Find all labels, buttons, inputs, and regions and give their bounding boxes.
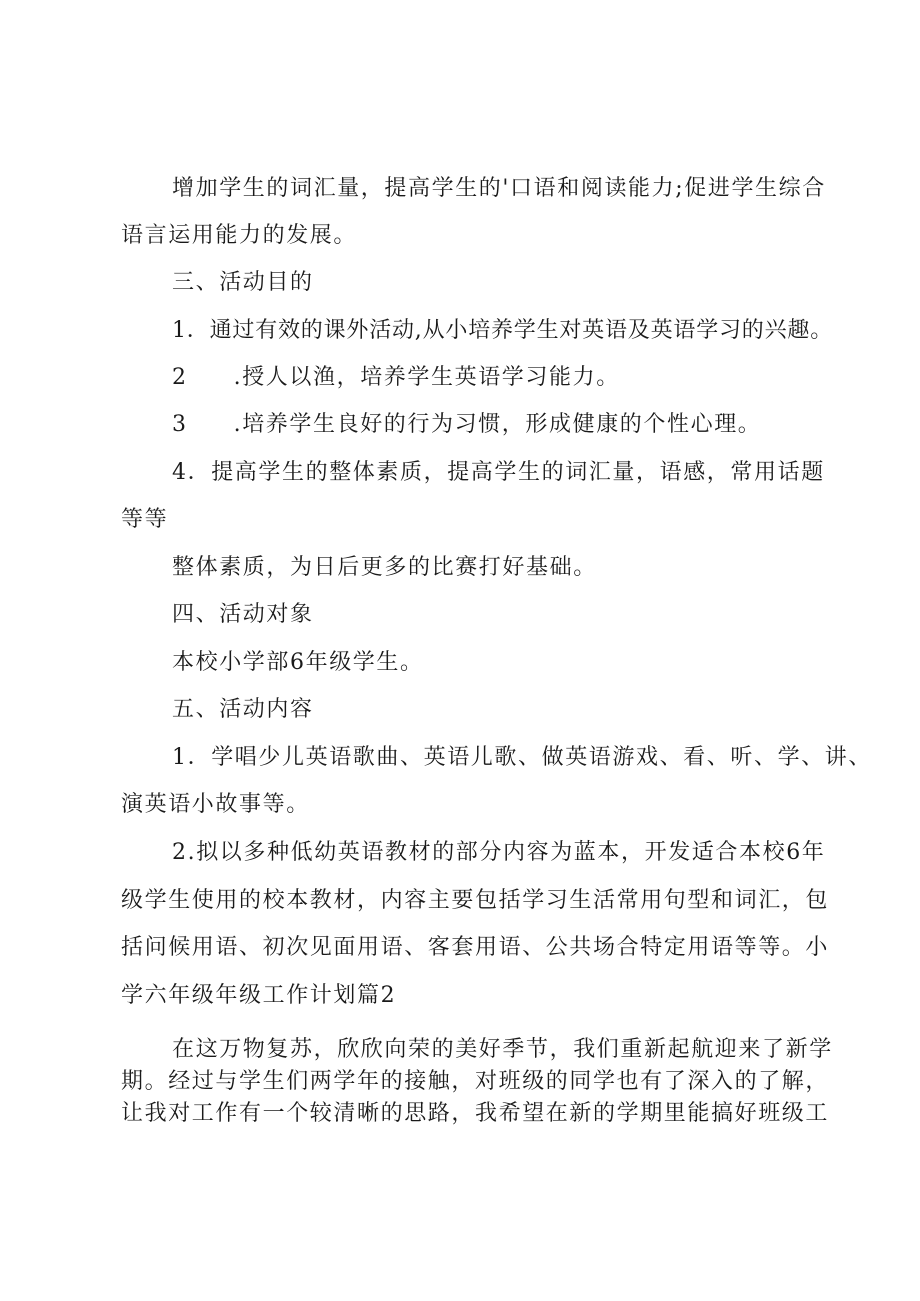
paragraph-line: 增加学生的词汇量，提高学生的'口语和阅读能力;促进学生综合 [172,176,826,201]
list-item: 1．学唱少儿英语歌曲、英语儿歌、做英语游戏、看、听、学、讲、 [172,745,872,770]
paragraph-line: 级学生使用的校本教材，内容主要包括学习生活常用句型和词汇，包 [121,888,830,913]
list-number: 2 [172,365,188,390]
paragraph-line: 语言运用能力的发展。 [121,223,358,248]
paragraph-line: 在这万物复苏，欣欣向荣的美好季节，我们重新起航迎来了新学 [172,1037,833,1062]
list-item: 1．通过有效的课外活动,从小培养学生对英语及英语学习的兴趣。 [172,318,833,343]
list-item-text: .培养学生良好的行为习惯，形成健康的个性心理。 [233,412,762,437]
list-item [0,410,920,440]
section-heading: 五、活动内容 [172,697,314,722]
paragraph-line: 整体素质，为日后更多的比赛打好基础。 [172,555,597,580]
paragraph-line: 括问候用语、初次见面用语、客套用语、公共场合特定用语等等。小 [121,935,830,960]
paragraph-line: 演英语小故事等。 [121,792,310,817]
section-heading: 三、活动目的 [172,270,314,295]
paragraph-line: 本校小学部6年级学生。 [172,650,424,675]
section-heading: 四、活动对象 [172,602,314,627]
list-item [0,363,920,393]
list-item: 2.拟以多种低幼英语教材的部分内容为蓝本，开发适合本校6年 [172,840,826,865]
paragraph-line: 期。经过与学生们两学年的接触，对班级的同学也有了深入的了解， [121,1069,830,1094]
paragraph-line: 学六年级年级工作计划篇2 [121,983,397,1008]
paragraph-line: 让我对工作有一个较清晰的思路，我希望在新的学期里能搞好班级工 [121,1101,830,1126]
paragraph-line: 等等 [121,507,169,532]
list-item: 4．提高学生的整体素质，提高学生的词汇量，语感，常用话题 [172,460,825,485]
list-number: 3 [172,412,188,437]
list-item-text: .授人以渔，培养学生英语学习能力。 [233,365,620,390]
